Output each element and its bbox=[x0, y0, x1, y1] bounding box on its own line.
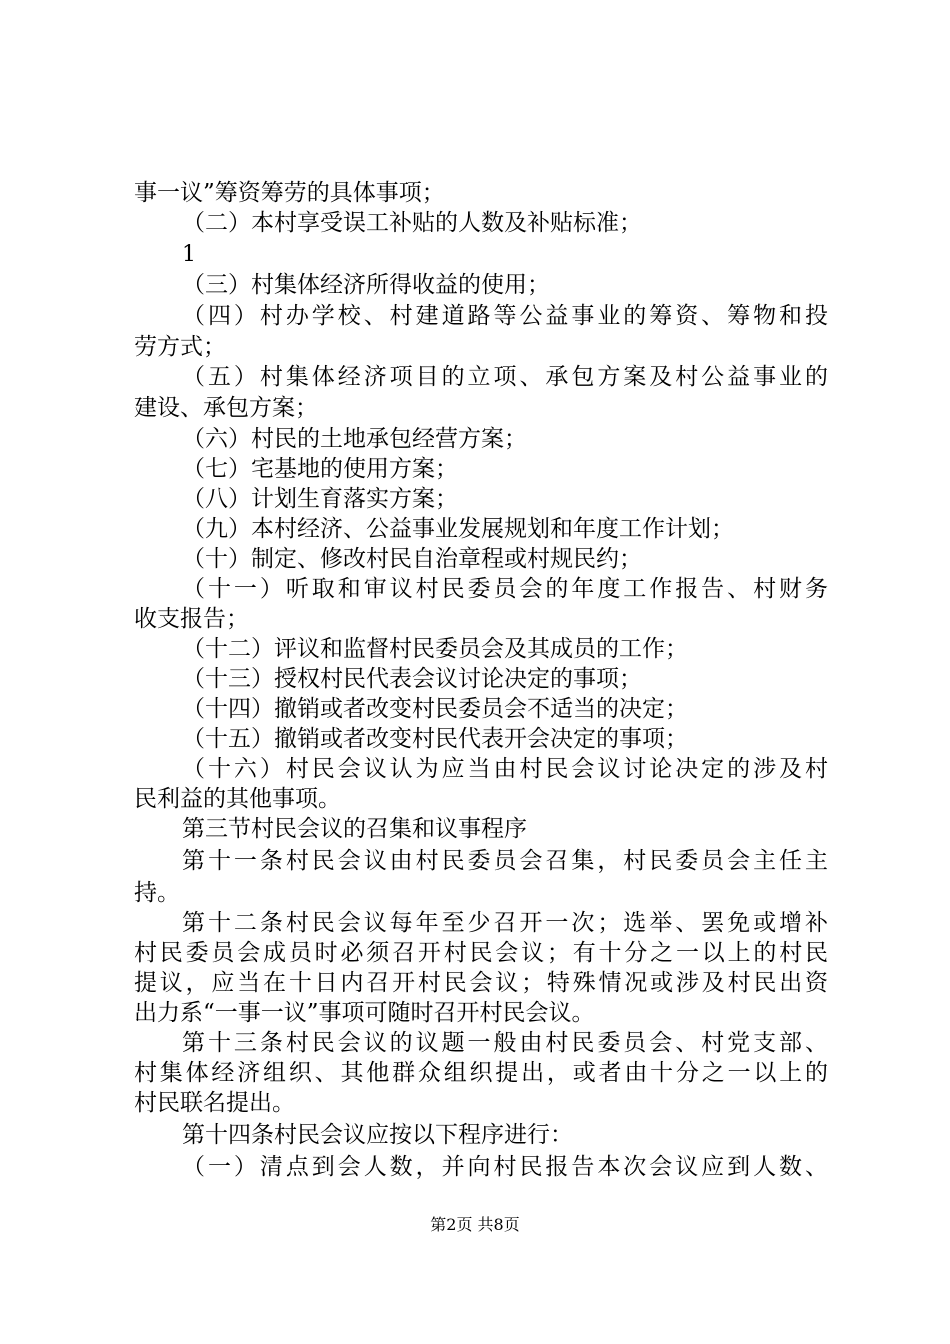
text-line: 民利益的其他事项。 bbox=[134, 786, 341, 812]
text-line: （十二）评议和监督村民委员会及其成员的工作； bbox=[182, 636, 688, 662]
text-line: （四）村办学校、村建道路等公益事业的筹资、筹物和投 bbox=[182, 303, 828, 329]
text-line: （十六）村民会议认为应当由村民会议讨论决定的涉及村 bbox=[182, 756, 828, 782]
text-line: （八）计划生育落实方案； bbox=[182, 486, 458, 512]
text-line: 建设、承包方案； bbox=[134, 395, 318, 421]
text-line: 第十四条村民会议应按以下程序进行： bbox=[182, 1122, 573, 1148]
text-line: 第十二条村民会议每年至少召开一次；选举、罢免或增补 bbox=[182, 910, 828, 936]
page-footer: 第2页 共8页 bbox=[430, 1215, 520, 1234]
text-line: 村民委员会成员时必须召开村民会议；有十分之一以上的村民 bbox=[134, 940, 828, 966]
page-marker: 1 bbox=[182, 242, 196, 267]
text-line: （十四）撤销或者改变村民委员会不适当的决定； bbox=[182, 696, 688, 722]
text-line: 村集体经济组织、其他群众组织提出，或者由十分之一以上的 bbox=[134, 1060, 828, 1086]
text-line: （九）本村经济、公益事业发展规划和年度工作计划； bbox=[182, 516, 734, 542]
text-line: 收支报告； bbox=[134, 606, 249, 632]
text-line: 提议，应当在十日内召开村民会议；特殊情况或涉及村民出资 bbox=[134, 970, 828, 996]
text-line: （十三）授权村民代表会议讨论决定的事项； bbox=[182, 666, 642, 692]
text-line: （一）清点到会人数，并向村民报告本次会议应到人数、 bbox=[182, 1154, 828, 1180]
text-line: （五）村集体经济项目的立项、承包方案及村公益事业的 bbox=[182, 364, 828, 390]
text-line: （十五）撤销或者改变村民代表开会决定的事项； bbox=[182, 726, 688, 752]
text-line: （十）制定、修改村民自治章程或村规民约； bbox=[182, 546, 642, 572]
text-line: （二）本村享受误工补贴的人数及补贴标准； bbox=[182, 210, 642, 236]
text-line: 村民联名提出。 bbox=[134, 1090, 295, 1116]
text-line: （三）村集体经济所得收益的使用； bbox=[182, 272, 550, 298]
text-line: （六）村民的土地承包经营方案； bbox=[182, 426, 527, 452]
section-heading: 第三节村民会议的召集和议事程序 bbox=[182, 816, 527, 842]
text-line: 出力系“一事一议”事项可随时召开村民会议。 bbox=[134, 1000, 595, 1026]
text-line: 持。 bbox=[134, 880, 180, 906]
text-line: （七）宅基地的使用方案； bbox=[182, 456, 458, 482]
text-line: 事一议”筹资筹劳的具体事项； bbox=[134, 180, 445, 206]
text-line: 第十三条村民会议的议题一般由村民委员会、村党支部、 bbox=[182, 1030, 828, 1056]
text-line: （十一）听取和审议村民委员会的年度工作报告、村财务 bbox=[182, 576, 828, 602]
text-line: 劳方式； bbox=[134, 334, 226, 360]
text-line: 第十一条村民会议由村民委员会召集，村民委员会主任主 bbox=[182, 848, 828, 874]
